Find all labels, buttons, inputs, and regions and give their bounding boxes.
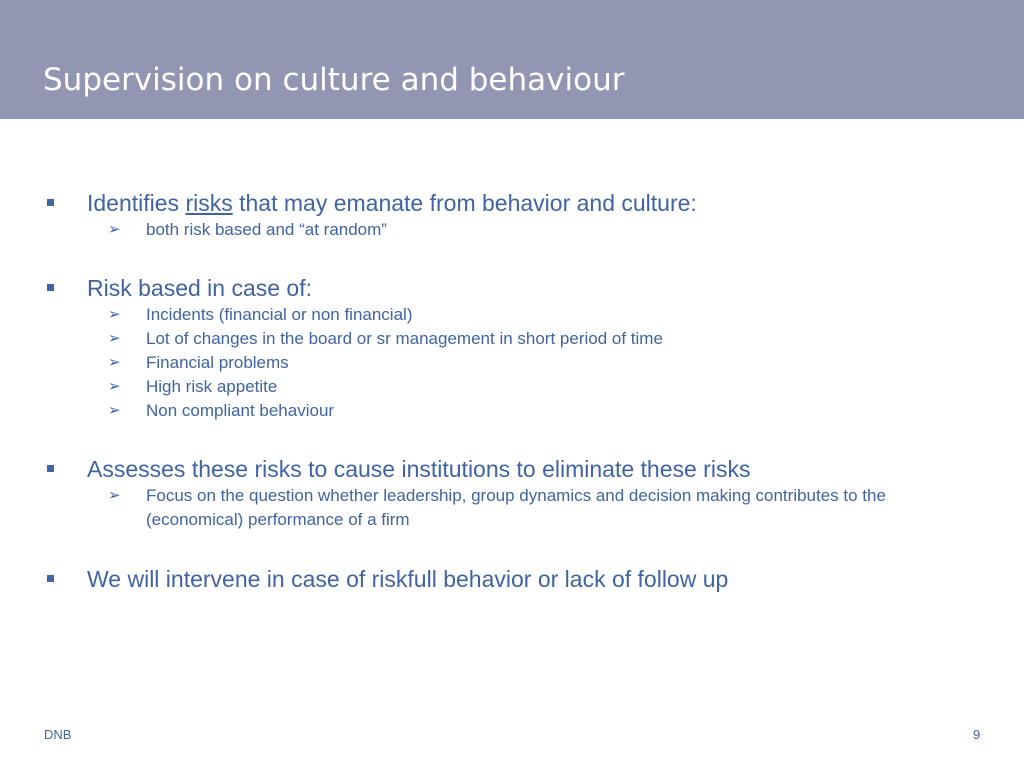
footer-brand: DNB [44, 727, 72, 742]
arrow-bullet-icon: ➢ [108, 487, 121, 504]
slide-header [0, 0, 1024, 119]
sub-bullet-text: Focus on the question whether leadership, group dynamics and decision making contributes to the (economical) performance of a firm [146, 486, 886, 529]
square-bullet-icon [47, 465, 54, 472]
bullet-text: Risk based in case of: [87, 275, 313, 301]
arrow-bullet-icon: ➢ [108, 402, 121, 419]
page-number: 9 [973, 727, 981, 742]
square-bullet-icon [47, 284, 54, 291]
arrow-bullet-icon: ➢ [108, 330, 121, 347]
sub-bullet-text: both risk based and “at random” [146, 220, 387, 239]
arrow-bullet-icon: ➢ [108, 306, 121, 323]
sub-bullet-text: Incidents (financial or non financial) [146, 305, 413, 324]
bullet-text: Assesses these risks to cause institutions to eliminate these risks [87, 456, 751, 482]
sub-bullet-text: Non compliant behaviour [146, 401, 335, 420]
sub-bullet-text: High risk appetite [146, 377, 278, 396]
square-bullet-icon [47, 199, 54, 206]
sub-bullet-text: Financial problems [146, 353, 289, 372]
underlined-word: risks [185, 190, 233, 216]
arrow-bullet-icon: ➢ [108, 354, 121, 371]
bullet-text: Identifies risks that may emanate from behavior and culture: [87, 190, 697, 216]
arrow-bullet-icon: ➢ [108, 221, 121, 238]
arrow-bullet-icon: ➢ [108, 378, 121, 395]
square-bullet-icon [47, 575, 54, 582]
bullet-text: We will intervene in case of riskfull behavior or lack of follow up [87, 566, 729, 592]
slide-title: Supervision on culture and behaviour [43, 62, 625, 98]
sub-bullet-text: Lot of changes in the board or sr management in short period of time [146, 329, 663, 348]
